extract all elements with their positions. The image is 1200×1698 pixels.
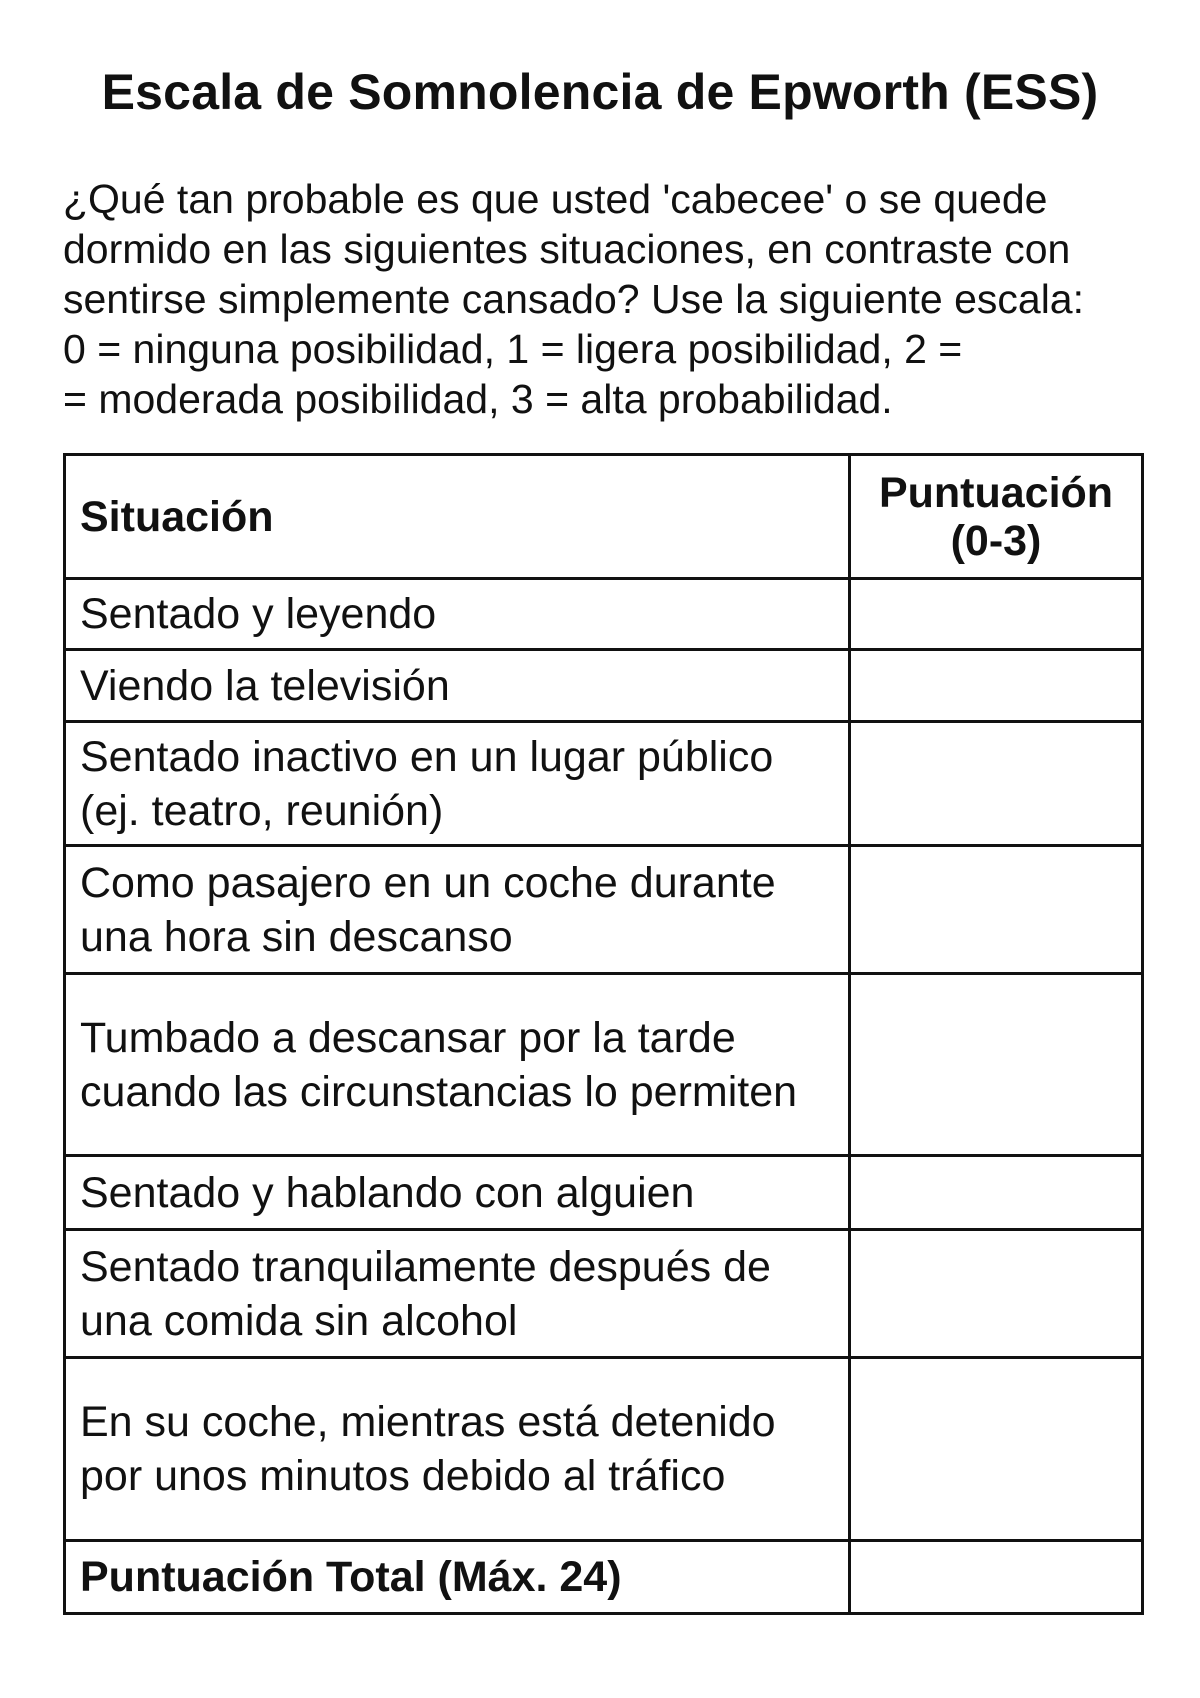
score-column-header (850, 455, 1143, 579)
situation-cell: Sentado y hablando con alguien (65, 1156, 850, 1230)
score-cell[interactable] (850, 1230, 1143, 1358)
total-score-cell[interactable] (850, 1541, 1143, 1614)
score-cell[interactable] (850, 1156, 1143, 1230)
table-row (65, 722, 1143, 846)
table-row (65, 1156, 1143, 1230)
situation-cell: Como pasajero en un coche durante una hora sin descanso (65, 846, 850, 974)
table-row (65, 974, 1143, 1156)
score-header-range: (0-3) (950, 516, 1042, 565)
instructions-line: sentirse simplemente cansado? Use la siguiente escala: (63, 276, 1084, 322)
instructions-line: ¿Qué tan probable es que usted 'cabecee' o se quede (63, 176, 1048, 222)
table-row (65, 579, 1143, 650)
table-row (65, 650, 1143, 722)
situation-column-header: Situación (65, 455, 850, 579)
table-row (65, 846, 1143, 974)
score-cell[interactable] (850, 650, 1143, 722)
table-header-row (65, 455, 1143, 579)
score-cell[interactable] (850, 1358, 1143, 1541)
situation-cell: Sentado y leyendo (65, 579, 850, 650)
situation-cell: Tumbado a descansar por la tarde cuando las circunstancias lo permiten (65, 974, 850, 1156)
instructions-line: 0 = ninguna posibilidad, 1 = ligera posibilidad, 2 = (63, 326, 963, 372)
situation-cell: Sentado inactivo en un lugar público (ej. teatro, reunión) (65, 722, 850, 846)
total-label: Puntuación Total (Máx. 24) (65, 1541, 850, 1614)
situation-cell: Viendo la televisión (65, 650, 850, 722)
score-cell[interactable] (850, 974, 1143, 1156)
score-cell[interactable] (850, 579, 1143, 650)
score-header-line: Puntuación (878, 468, 1114, 517)
instructions-line: dormido en las siguientes situaciones, en contraste con (63, 226, 1071, 272)
table-row (65, 1358, 1143, 1541)
page-title: Escala de Somnolencia de Epworth (ESS) (101, 64, 1099, 120)
total-row (65, 1541, 1143, 1614)
situation-cell: En su coche, mientras está detenido por unos minutos debido al tráfico (65, 1358, 850, 1541)
score-cell[interactable] (850, 722, 1143, 846)
sleepiness-table (63, 453, 1144, 1615)
instructions (63, 174, 1143, 424)
situation-cell: Sentado tranquilamente después de una comida sin alcohol (65, 1230, 850, 1358)
score-cell[interactable] (850, 846, 1143, 974)
table-row (65, 1230, 1143, 1358)
instructions-line: = moderada posibilidad, 3 = alta probabilidad. (63, 376, 893, 422)
